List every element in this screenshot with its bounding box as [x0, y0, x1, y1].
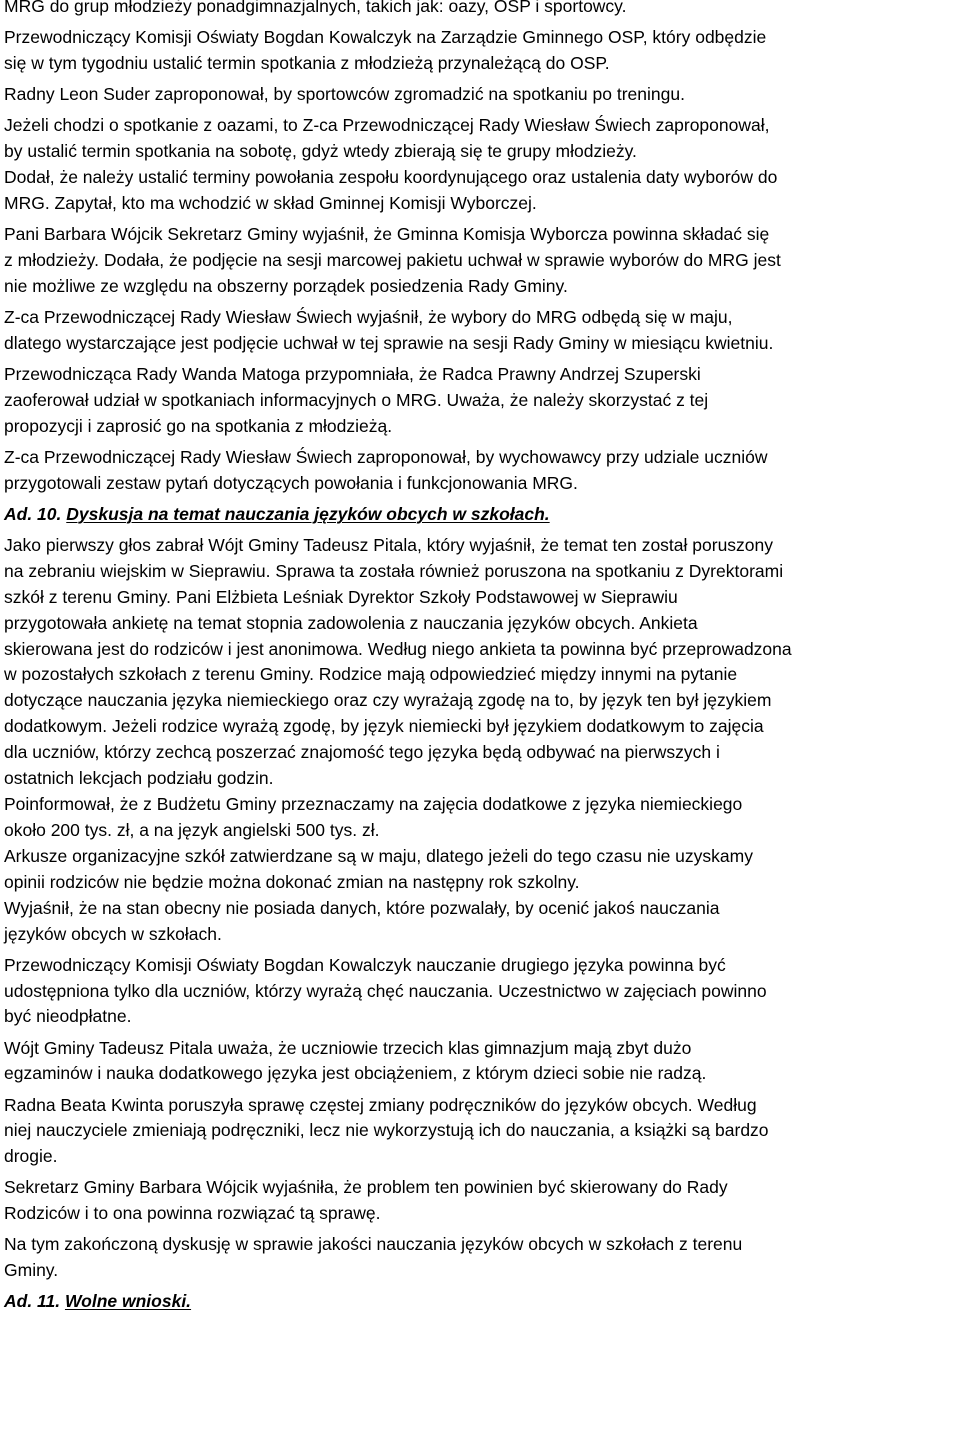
text-line: około 200 tys. zł, a na język angielski 500 tys. zł. — [4, 819, 380, 840]
text-line: Przewodniczący Komisji Oświaty Bogdan Kowalczyk na Zarządzie Gminnego OSP, który odbędzie — [4, 27, 767, 48]
text-line: propozycji i zaprosić go na spotkania z młodzieżą. — [4, 415, 393, 436]
text-line: przygotowali zestaw pytań dotyczących powołania i funkcjonowania MRG. — [4, 472, 578, 493]
agenda-item-title: Dyskusja na temat nauczania języków obcych w szkołach. — [66, 503, 550, 524]
document-page — [4, 0, 959, 1315]
text-line: na zebraniu wiejskim w Sieprawiu. Sprawa ta została również poruszona na spotkaniu z Dyrektorami — [4, 560, 784, 581]
agenda-item-number: Ad. 11. — [4, 1291, 61, 1312]
text-line: udostępniona tylko dla uczniów, którzy wyrażą chęć nauczania. Uczestnictwo w zajęciach powinno — [4, 980, 767, 1001]
text-line: się w tym tygodniu ustalić termin spotkania z młodzieżą przynależącą do OSP. — [4, 53, 610, 73]
text-line: ostatnich lekcjach podziału godzin. — [4, 768, 274, 789]
paragraph — [4, 25, 959, 77]
text-line: Dodał, że należy ustalić terminy powołania zespołu koordynującego oraz ustalenia daty wyborów do — [4, 167, 778, 187]
text-line: dlatego wystarczające jest podjęcie uchwał w tej sprawie na sesji Rady Gminy w miesiącu kwietniu. — [4, 332, 774, 353]
text-line: skierowana jest do rodziców i jest anonimowa. Według niego ankieta ta powinna być przeprowadzona — [4, 638, 792, 659]
agenda-item-title: Wolne wnioski. — [64, 1291, 192, 1312]
text-line: nie możliwe ze względu na obszerny porządek posiedzenia Rady Gminy. — [4, 275, 568, 296]
text-line: szkół z terenu Gminy. Pani Elżbieta Leśniak Dyrektor Szkoły Podstawowej w Sieprawiu — [4, 586, 678, 607]
agenda-item-number: Ad. 10. — [4, 503, 62, 524]
text-line: drogie. — [4, 1146, 58, 1167]
text-line: Rodziców i to ona powinna rozwiązać tą sprawę. — [4, 1203, 381, 1224]
agenda-item-heading — [4, 502, 959, 528]
text-line: języków obcych w szkołach. — [4, 923, 222, 944]
text-line: być nieodpłatne. — [4, 1006, 132, 1027]
paragraph — [4, 445, 959, 497]
paragraph — [4, 533, 959, 948]
text-line: dotyczące nauczania języka niemieckiego oraz czy wyrażają zgodę na to, by język ten był językiem — [4, 690, 772, 711]
text-line: Radny Leon Suder zaproponował, by sportowców zgromadzić na spotkaniu po treningu. — [4, 84, 685, 105]
paragraph — [4, 113, 959, 217]
paragraph — [4, 362, 959, 440]
paragraph — [4, 222, 959, 300]
text-line: Z-ca Przewodniczącej Rady Wiesław Świech zaproponował, by wychowawcy przy udziale uczniów — [4, 446, 768, 467]
text-line: niej nauczyciele zmieniają podręczniki, lecz nie wykorzystują ich do nauczania, a książki są bardzo — [4, 1120, 769, 1141]
paragraph — [4, 1093, 959, 1171]
paragraph — [4, 953, 959, 1031]
paragraph — [4, 82, 959, 108]
text-line: Arkusze organizacyjne szkół zatwierdzane są w maju, dlatego jeżeli do tego czasu nie uzyskamy — [4, 845, 753, 866]
text-line: Gminy. — [4, 1260, 59, 1281]
text-line: Jako pierwszy głos zabrał Wójt Gminy Tadeusz Pitala, który wyjaśnił, że temat ten został poruszony — [4, 534, 774, 555]
text-line: MRG do grup młodzieży ponadgimnazjalnych, takich jak: oazy, OSP i sportowcy. — [4, 0, 627, 16]
text-line: by ustalić termin spotkania na sobotę, gdyż wtedy zbierają się te grupy młodzieży. — [4, 141, 637, 162]
text-line: Przewodniczący Komisji Oświaty Bogdan Kowalczyk nauczanie drugiego języka powinna być — [4, 954, 726, 975]
paragraph — [4, 305, 959, 357]
text-line: dla uczniów, którzy zechcą poszerzać znajomość tego języka będą odbywać na pierwszych i — [4, 742, 720, 763]
paragraph — [4, 0, 959, 20]
text-line: Z-ca Przewodniczącej Rady Wiesław Świech wyjaśnił, że wybory do MRG odbędą się w maju, — [4, 306, 733, 327]
text-line: Przewodnicząca Rady Wanda Matoga przypomniała, że Radca Prawny Andrzej Szuperski — [4, 363, 701, 384]
text-line: opinii rodziców nie będzie można dokonać zmian na następny rok szkolny. — [4, 871, 580, 892]
text-line: MRG. Zapytał, kto ma wchodzić w skład Gminnej Komisji Wyborczej. — [4, 192, 537, 213]
text-line: Jeżeli chodzi o spotkanie z oazami, to Z-ca Przewodniczącej Rady Wiesław Świech zaproponował, — [4, 115, 770, 136]
text-line: Pani Barbara Wójcik Sekretarz Gminy wyjaśnił, że Gminna Komisja Wyborcza powinna składać się — [4, 224, 770, 244]
paragraph — [4, 1175, 959, 1227]
paragraph — [4, 1036, 959, 1088]
text-line: z młodzieży. Dodała, że podjęcie na sesji marcowej pakietu uchwał w sprawie wyborów do MRG jest — [4, 249, 781, 270]
text-line: w pozostałych szkołach z terenu Gminy. Rodzice mają odpowiedzieć między innymi na pytanie — [4, 664, 738, 685]
text-line: Sekretarz Gminy Barbara Wójcik wyjaśniła, że problem ten powinien być skierowany do Rady — [4, 1177, 728, 1198]
text-line: zaoferował udział w spotkaniach informacyjnych o MRG. Uważa, że należy skorzystać z tej — [4, 389, 709, 410]
text-line: Poinformował, że z Budżetu Gminy przeznaczamy na zajęcia dodatkowe z języka niemieckiego — [4, 793, 743, 814]
text-line: Wyjaśnił, że na stan obecny nie posiada danych, które pozwalały, by ocenić jakoś nauczania — [4, 897, 720, 918]
text-line: Radna Beata Kwinta poruszyła sprawę częstej zmiany podręczników do języków obcych. Według — [4, 1094, 757, 1115]
text-line: dodatkowym. Jeżeli rodzice wyrażą zgodę, by język niemiecki był językiem dodatkowym to zajęcia — [4, 716, 764, 737]
text-line: Wójt Gminy Tadeusz Pitala uważa, że uczniowie trzecich klas gimnazjum mają zbyt dużo — [4, 1037, 692, 1058]
text-line: przygotowała ankietę na temat stopnia zadowolenia z nauczania języków obcych. Ankieta — [4, 612, 698, 633]
text-line: Na tym zakończoną dyskusję w sprawie jakości nauczania języków obcych w szkołach z terenu — [4, 1234, 743, 1255]
agenda-item-heading — [4, 1289, 959, 1315]
paragraph — [4, 1232, 959, 1284]
text-line: egzaminów i nauka dodatkowego języka jest obciążeniem, z którym dzieci sobie nie radzą. — [4, 1063, 707, 1084]
